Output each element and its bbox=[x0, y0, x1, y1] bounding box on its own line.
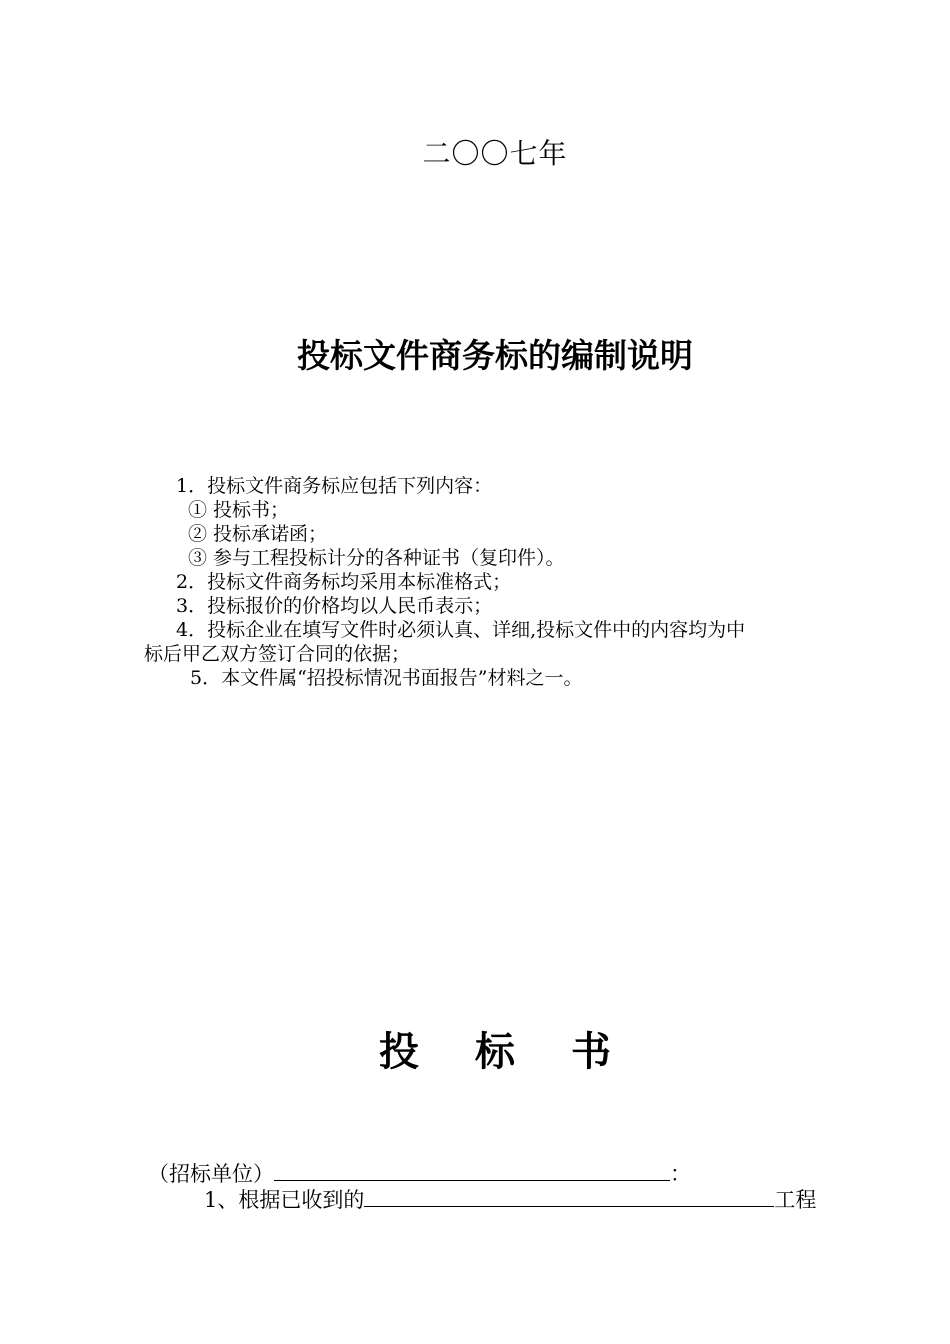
instruction-subitem-1: ① 投标书； bbox=[188, 499, 290, 521]
project-name-blank[interactable] bbox=[364, 1186, 774, 1207]
instruction-item-5: 5．本文件属“招投标情况书面报告”材料之一。 bbox=[190, 667, 583, 689]
instruction-item-4-continued: 标后甲乙双方签订合同的依据； bbox=[144, 643, 411, 665]
bidder-unit-colon: ： bbox=[670, 1162, 691, 1186]
project-line-label: 1、根据已收到的 bbox=[204, 1188, 365, 1212]
bid-title-char-2: 标 bbox=[475, 1029, 515, 1075]
bid-document-title bbox=[0, 1020, 950, 1077]
bid-title-char-3: 书 bbox=[571, 1029, 611, 1075]
page-title: 投标文件商务标的编制说明 bbox=[297, 336, 693, 375]
document-year: 二〇〇七年 bbox=[422, 137, 568, 170]
instructions-list bbox=[144, 474, 854, 690]
instruction-item-1: 1．投标文件商务标应包括下列内容： bbox=[176, 475, 493, 497]
instruction-subitem-2: ② 投标承诺函； bbox=[188, 523, 328, 545]
bid-title-char-1: 投 bbox=[379, 1029, 419, 1075]
instruction-subitem-3: ③ 参与工程投标计分的各种证书（复印件）。 bbox=[188, 547, 565, 569]
project-line-suffix: 工程 bbox=[774, 1188, 817, 1212]
instruction-item-2: 2．投标文件商务标均采用本标准格式； bbox=[176, 571, 512, 593]
bidder-unit-label: （招标单位） bbox=[148, 1162, 274, 1186]
instruction-item-4: 4．投标企业在填写文件时必须认真、详细,投标文件中的内容均为中 bbox=[176, 619, 746, 641]
instruction-item-3: 3．投标报价的价格均以人民币表示； bbox=[176, 595, 493, 617]
bidder-unit-blank[interactable] bbox=[274, 1160, 670, 1181]
bidder-unit-line bbox=[148, 1160, 691, 1188]
project-line bbox=[204, 1186, 816, 1214]
